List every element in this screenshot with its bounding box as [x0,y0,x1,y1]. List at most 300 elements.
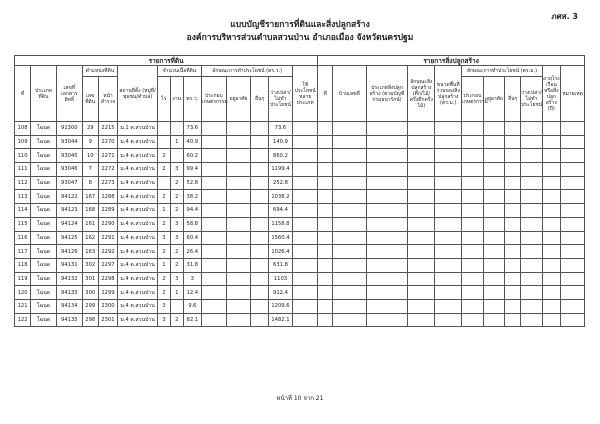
cell-b-style [408,217,435,231]
cell-address: ม.4 ต.สวนป่าน [118,190,158,204]
cell-wa: 12.4 [183,286,201,300]
cell-row-number: 121 [15,299,31,313]
cell-vacant-use: 73.6 [268,122,293,136]
cell-doc-number: 94135 [56,313,82,327]
cell-rai: 1 [157,258,170,272]
cell-rai: 2 [157,190,170,204]
cell-ngan: 3 [170,231,183,245]
cell-multi-use [293,313,318,327]
cell-b-res [483,149,504,163]
cell-note [560,190,584,204]
col-agri: ประกอบเกษตรกรรม [201,77,226,122]
cell-vacant-use: 860.2 [268,149,293,163]
document-subtitle: องค์การบริหารส่วนตำบลสวนป่าน อำเภอเมือง จังหวัดนครปฐม [186,33,414,43]
cell-b-type [366,190,408,204]
cell-parcel-number: 298 [82,313,98,327]
cell-survey-page: 2301 [98,313,117,327]
cell-residential-use [226,163,251,177]
cell-house-no [333,313,366,327]
cell-b-size [435,217,462,231]
cell-wa: 40.9 [183,135,201,149]
cell-address: ม.4 ต.สวนป่าน [118,149,158,163]
cell-b-no [318,313,333,327]
cell-b-agri [462,135,483,149]
cell-note [560,149,584,163]
cell-b-age [542,190,560,204]
cell-b-style [408,245,435,259]
cell-rai: 2 [157,217,170,231]
cell-multi-use [293,163,318,177]
col-b-res: อยู่อาศัย [483,77,504,122]
col-other: อื่นๆ [251,77,268,122]
cell-b-other [505,299,521,313]
col-doc-type: ประเภทที่ดิน [31,66,57,122]
col-ngan: งาน [170,77,183,122]
table-row [15,286,585,300]
cell-b-size [435,163,462,177]
table-row [15,231,585,245]
cell-b-size [435,245,462,259]
cell-address: ม.4 ต.สวนป่าน [118,176,158,190]
cell-multi-use [293,149,318,163]
cell-b-agri [462,217,483,231]
cell-doc-number: 93045 [56,149,82,163]
table-row [15,272,585,286]
cell-b-style [408,176,435,190]
cell-wa: 82.1 [183,313,201,327]
cell-agri-use [201,272,226,286]
col-survey-page: หน้าสำรวจ [98,77,117,122]
cell-address: ม.4 ต.สวนป่าน [118,313,158,327]
cell-wa: 99.4 [183,163,201,177]
cell-b-res [483,204,504,218]
cell-rai [157,122,170,136]
cell-row-number: 118 [15,258,31,272]
cell-vacant-use: 140.9 [268,135,293,149]
cell-rai: 2 [157,286,170,300]
cell-agri-use [201,176,226,190]
cell-note [560,122,584,136]
cell-row-number: 110 [15,149,31,163]
cell-b-size [435,190,462,204]
cell-house-no [333,231,366,245]
cell-ngan: 2 [170,258,183,272]
cell-b-age [542,204,560,218]
cell-residential-use [226,272,251,286]
cell-wa: 94.4 [183,204,201,218]
cell-b-age [542,122,560,136]
cell-b-no [318,231,333,245]
cell-b-other [505,176,521,190]
cell-b-res [483,217,504,231]
cell-b-type [366,122,408,136]
cell-ngan: 2 [170,245,183,259]
cell-b-vacant [521,272,542,286]
cell-vacant-use: 1209.6 [268,299,293,313]
cell-doc-number: 91300 [56,122,82,136]
cell-b-agri [462,272,483,286]
cell-b-size [435,231,462,245]
cell-survey-page: 2291 [98,231,117,245]
cell-b-res [483,231,504,245]
cell-other-use [251,122,268,136]
table-row [15,204,585,218]
cell-wa: 60.4 [183,231,201,245]
cell-doc-number: 94134 [56,299,82,313]
cell-multi-use [293,122,318,136]
cell-b-vacant [521,313,542,327]
cell-residential-use [226,299,251,313]
cell-b-vacant [521,163,542,177]
cell-survey-page: 2288 [98,190,117,204]
cell-address: ม.1 ต.สวนป่าน [118,122,158,136]
cell-b-vacant [521,258,542,272]
table-row [15,217,585,231]
cell-row-number: 122 [15,313,31,327]
cell-b-no [318,149,333,163]
cell-wa: 38.2 [183,190,201,204]
cell-note [560,231,584,245]
cell-b-style [408,122,435,136]
col-wa: ตร.ว. [183,77,201,122]
col-b-age: อายุโรงเรือนหรือสิ่งปลูกสร้าง (ปี) [542,66,560,122]
cell-address: ม.4 ต.สวนป่าน [118,286,158,300]
cell-b-agri [462,176,483,190]
cell-b-other [505,231,521,245]
cell-parcel-number: 168 [82,204,98,218]
cell-doc-type: โฉนด [31,217,57,231]
cell-b-other [505,135,521,149]
col-residential: อยู่อาศัย [226,77,251,122]
col-house-no: บ้านเลขที่ [333,66,366,122]
cell-b-style [408,231,435,245]
cell-vacant-use: 1158.8 [268,217,293,231]
cell-ngan: 1 [170,135,183,149]
cell-wa: 26.4 [183,245,201,259]
cell-residential-use [226,122,251,136]
cell-vacant-use: 252.8 [268,176,293,190]
cell-b-size [435,122,462,136]
cell-b-agri [462,231,483,245]
cell-address: ม.4 ต.สวนป่าน [118,272,158,286]
cell-row-number: 109 [15,135,31,149]
cell-note [560,286,584,300]
cell-row-number: 116 [15,231,31,245]
cell-ngan: 2 [170,313,183,327]
col-b-agri: ประกอบเกษตรกรรม [462,77,483,122]
cell-b-res [483,313,504,327]
cell-agri-use [201,231,226,245]
cell-b-size [435,176,462,190]
cell-b-no [318,286,333,300]
cell-agri-use [201,204,226,218]
cell-parcel-number: 7 [82,163,98,177]
cell-b-res [483,258,504,272]
cell-doc-type: โฉนด [31,176,57,190]
col-rai: ไร่ [157,77,170,122]
cell-agri-use [201,163,226,177]
cell-b-other [505,122,521,136]
cell-b-other [505,313,521,327]
cell-b-no [318,190,333,204]
cell-other-use [251,245,268,259]
cell-multi-use [293,299,318,313]
cell-vacant-use: 1560.4 [268,231,293,245]
cell-b-res [483,135,504,149]
cell-b-type [366,272,408,286]
cell-survey-page: 2299 [98,286,117,300]
cell-doc-type: โฉนด [31,204,57,218]
cell-b-res [483,176,504,190]
cell-multi-use [293,190,318,204]
cell-b-age [542,286,560,300]
cell-b-vacant [521,176,542,190]
cell-agri-use [201,149,226,163]
cell-row-number: 112 [15,176,31,190]
registry-table [14,55,585,327]
cell-survey-page: 2271 [98,149,117,163]
cell-b-agri [462,299,483,313]
cell-doc-type: โฉนด [31,299,57,313]
cell-residential-use [226,204,251,218]
cell-vacant-use: 1199.4 [268,163,293,177]
cell-b-age [542,163,560,177]
cell-row-number: 108 [15,122,31,136]
cell-b-style [408,286,435,300]
cell-ngan [170,299,183,313]
cell-row-number: 114 [15,204,31,218]
cell-survey-page: 2215 [98,122,117,136]
cell-residential-use [226,245,251,259]
cell-doc-type: โฉนด [31,122,57,136]
cell-multi-use [293,272,318,286]
cell-multi-use [293,217,318,231]
cell-vacant-use: 1103 [268,272,293,286]
document-title: แบบบัญชีรายการที่ดินและสิ่งปลูกสร้าง [230,20,370,30]
cell-doc-number: 94125 [56,231,82,245]
cell-row-number: 120 [15,286,31,300]
cell-residential-use [226,286,251,300]
cell-doc-type: โฉนด [31,245,57,259]
cell-rai: 2 [157,149,170,163]
cell-other-use [251,163,268,177]
cell-doc-number: 94131 [56,258,82,272]
cell-agri-use [201,122,226,136]
cell-other-use [251,313,268,327]
cell-vacant-use: 631.8 [268,258,293,272]
cell-parcel-number: 163 [82,245,98,259]
cell-b-age [542,135,560,149]
cell-b-type [366,217,408,231]
cell-doc-type: โฉนด [31,190,57,204]
cell-other-use [251,217,268,231]
cell-house-no [333,245,366,259]
col-note: หมายเหตุ [560,66,584,122]
cell-address: ม.4 ต.สวนป่าน [118,231,158,245]
cell-address: ม.4 ต.สวนป่าน [118,299,158,313]
cell-row-number: 115 [15,217,31,231]
cell-other-use [251,258,268,272]
col-land-location: ตำแหน่งที่ดิน [82,66,117,77]
cell-wa: 73.6 [183,122,201,136]
cell-doc-number: 94133 [56,286,82,300]
cell-house-no [333,204,366,218]
cell-residential-use [226,258,251,272]
cell-b-other [505,204,521,218]
cell-other-use [251,149,268,163]
cell-house-no [333,135,366,149]
cell-other-use [251,135,268,149]
cell-b-type [366,176,408,190]
cell-note [560,135,584,149]
cell-b-size [435,286,462,300]
cell-parcel-number: 300 [82,286,98,300]
cell-ngan [170,122,183,136]
cell-b-size [435,135,462,149]
cell-rai: 3 [157,299,170,313]
cell-b-agri [462,245,483,259]
cell-b-agri [462,149,483,163]
cell-parcel-number: 161 [82,217,98,231]
cell-doc-number: 93044 [56,135,82,149]
cell-parcel-number: 299 [82,299,98,313]
col-b-type: ประเภทสิ่งปลูกสร้าง (ตามบัญชีกรมธนารักษ์) [366,66,408,122]
col-b-size: ขนาดพื้นที่รวมของสิ่งปลูกสร้าง (ตร.ม.) [435,66,462,122]
cell-multi-use [293,135,318,149]
cell-b-vacant [521,245,542,259]
col-b-no: ที่ [318,66,333,122]
cell-b-no [318,135,333,149]
cell-house-no [333,258,366,272]
col-b-vacant: ว่างเปล่า/ไม่ทำประโยชน์ [521,77,542,122]
cell-b-vacant [521,122,542,136]
cell-doc-type: โฉนด [31,313,57,327]
cell-parcel-number: 9 [82,135,98,149]
cell-parcel-number: 301 [82,272,98,286]
cell-wa: 52.8 [183,176,201,190]
cell-other-use [251,272,268,286]
cell-agri-use [201,135,226,149]
cell-note [560,299,584,313]
cell-address: ม.4 ต.สวนป่าน [118,217,158,231]
cell-note [560,272,584,286]
cell-row-number: 119 [15,272,31,286]
cell-b-res [483,190,504,204]
cell-b-no [318,245,333,259]
table-body [15,122,585,327]
cell-b-size [435,272,462,286]
cell-house-no [333,272,366,286]
cell-multi-use [293,258,318,272]
land-section-header: รายการที่ดิน [15,56,318,66]
cell-b-age [542,217,560,231]
cell-b-size [435,299,462,313]
cell-b-agri [462,313,483,327]
cell-wa: 58.8 [183,217,201,231]
cell-b-no [318,122,333,136]
cell-parcel-number: 29 [82,122,98,136]
cell-b-no [318,258,333,272]
cell-b-res [483,299,504,313]
cell-survey-page: 2270 [98,135,117,149]
cell-house-no [333,217,366,231]
cell-vacant-use: 912.4 [268,286,293,300]
cell-doc-number: 93047 [56,176,82,190]
cell-b-type [366,163,408,177]
cell-agri-use [201,190,226,204]
cell-b-age [542,272,560,286]
cell-b-style [408,313,435,327]
cell-multi-use [293,204,318,218]
table-row [15,122,585,136]
cell-doc-type: โฉนด [31,258,57,272]
cell-rai: 2 [157,245,170,259]
cell-survey-page: 2272 [98,163,117,177]
cell-vacant-use: 1482.1 [268,313,293,327]
cell-parcel-number: 302 [82,258,98,272]
cell-b-style [408,190,435,204]
cell-b-style [408,135,435,149]
cell-rai [157,176,170,190]
cell-b-other [505,163,521,177]
cell-vacant-use: 1026.4 [268,245,293,259]
cell-residential-use [226,313,251,327]
cell-residential-use [226,231,251,245]
cell-residential-use [226,149,251,163]
page-number: หน้าที่ 10 จาก 21 [276,395,324,402]
cell-b-style [408,272,435,286]
cell-b-age [542,176,560,190]
cell-doc-number: 94123 [56,204,82,218]
cell-multi-use [293,286,318,300]
cell-survey-page: 2292 [98,245,117,259]
cell-residential-use [226,217,251,231]
cell-b-type [366,313,408,327]
table-row [15,313,585,327]
cell-note [560,176,584,190]
cell-b-vacant [521,135,542,149]
cell-b-style [408,149,435,163]
cell-b-age [542,313,560,327]
cell-house-no [333,190,366,204]
cell-house-no [333,163,366,177]
col-multi-use: ใช้ประโยชน์หลายประเภท [293,66,318,122]
cell-b-agri [462,190,483,204]
cell-b-style [408,163,435,177]
cell-rai: 2 [157,163,170,177]
cell-b-agri [462,204,483,218]
cell-other-use [251,286,268,300]
cell-wa: 31.8 [183,258,201,272]
cell-rai: 3 [157,231,170,245]
cell-b-agri [462,286,483,300]
building-section-header: รายการสิ่งปลูกสร้าง [318,56,585,66]
col-doc-no: เลขที่เอกสารสิทธิ์ [56,66,82,122]
cell-b-type [366,286,408,300]
cell-ngan: 3 [170,272,183,286]
cell-ngan: 2 [170,204,183,218]
cell-b-no [318,163,333,177]
cell-b-age [542,258,560,272]
cell-note [560,258,584,272]
cell-b-vacant [521,217,542,231]
cell-parcel-number: 167 [82,190,98,204]
col-parcel-no: เลขที่ดิน [82,77,98,122]
cell-address: ม.4 ต.สวนป่าน [118,245,158,259]
cell-doc-number: 93046 [56,163,82,177]
cell-b-age [542,149,560,163]
cell-b-style [408,299,435,313]
